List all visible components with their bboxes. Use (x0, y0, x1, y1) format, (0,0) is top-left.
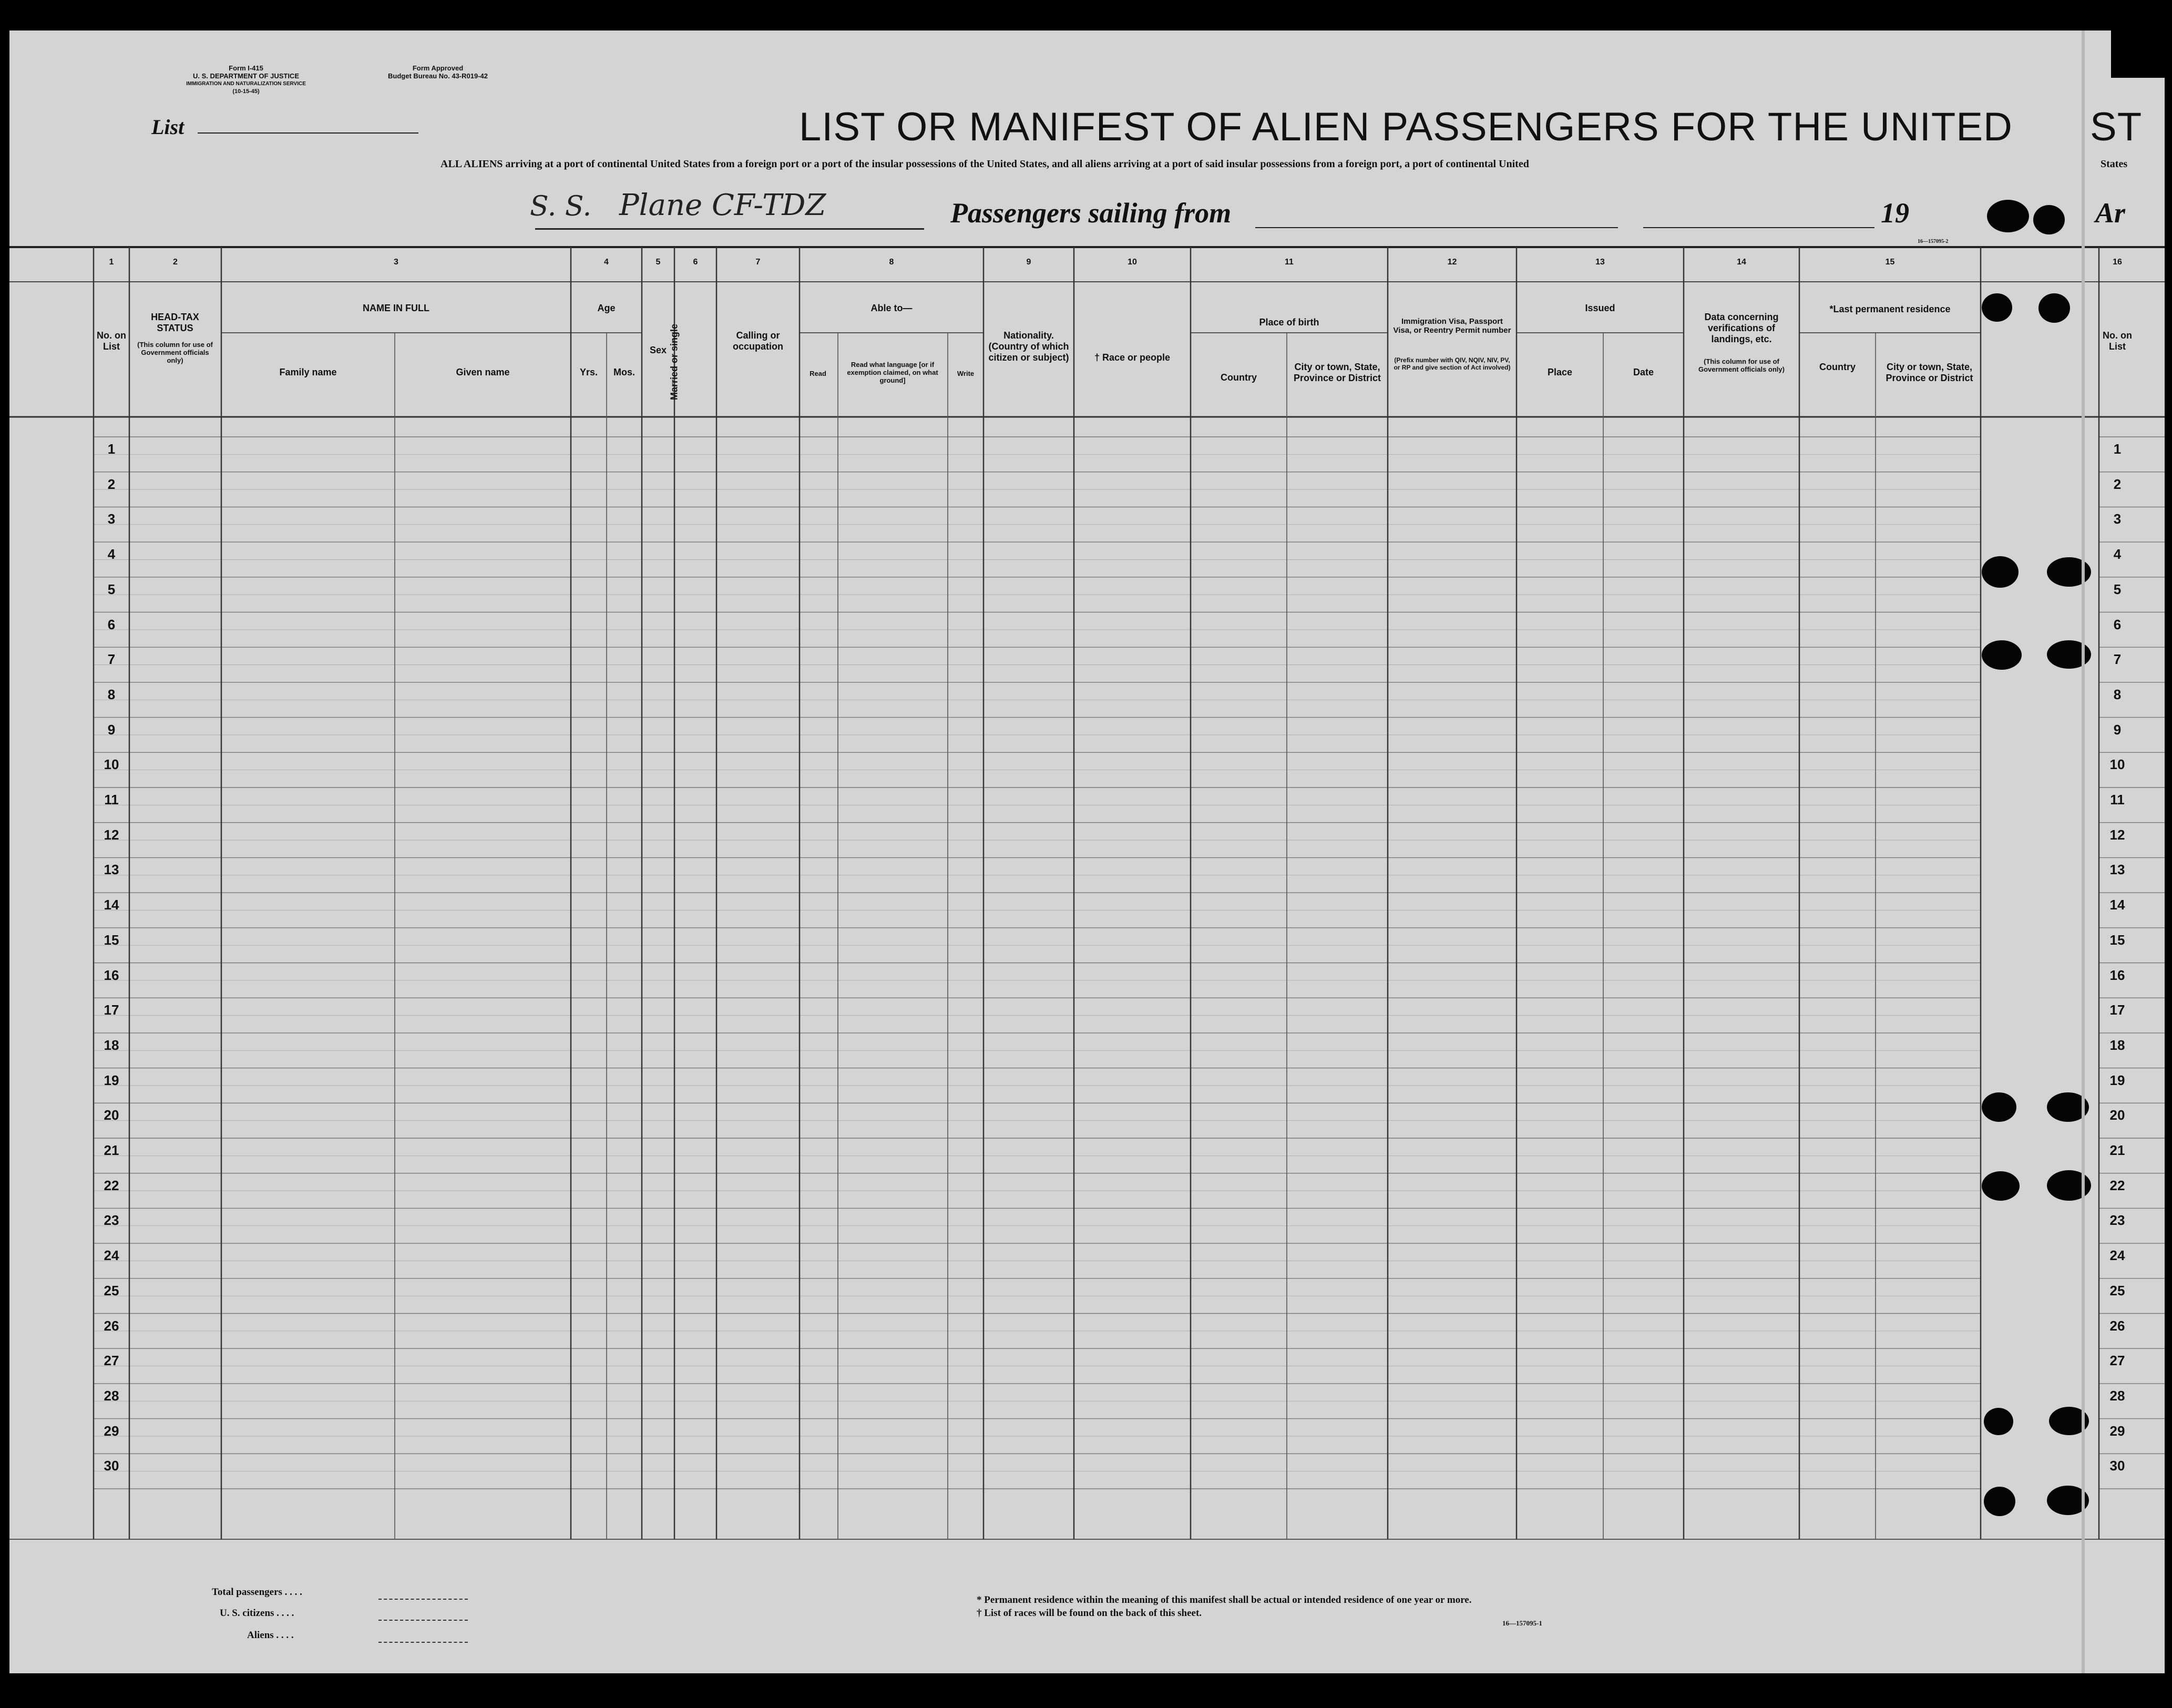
header-res-country: Country (1819, 362, 1856, 372)
colnum-8: 8 (889, 258, 894, 267)
header-no-on-list-right: No. on List (2103, 330, 2132, 352)
row-number: 16 (104, 967, 119, 983)
row-number-right: 26 (2109, 1317, 2125, 1334)
row-number: 18 (104, 1037, 119, 1053)
row-number: 1 (107, 441, 116, 457)
row-number-right: 17 (2109, 1002, 2125, 1018)
vessel-name-handwritten[interactable]: Plane CF-TDZ (619, 188, 826, 222)
row-number: 17 (104, 1002, 119, 1018)
header-issued: Issued (1585, 303, 1615, 313)
row-number-right: 4 (2113, 546, 2122, 562)
scan-corner (2111, 30, 2165, 78)
form-subtitle-overflow: States (2101, 158, 2128, 170)
ink-blot (1984, 1408, 2013, 1435)
ink-blot (2038, 293, 2070, 323)
header-write: Write (957, 370, 975, 377)
row-number: 24 (104, 1247, 119, 1264)
colnum-3: 3 (394, 258, 398, 267)
page-fold (2082, 30, 2085, 1673)
colnum-7: 7 (755, 258, 761, 267)
ink-blot (1982, 640, 2022, 670)
ink-blot (1982, 556, 2019, 588)
row-number: 3 (107, 511, 116, 527)
year-prefix: 19 (1881, 197, 1909, 229)
us-citizens-label: U. S. citizens . . . . (220, 1608, 294, 1619)
row-number: 30 (104, 1458, 119, 1474)
colnum-4: 4 (604, 258, 609, 267)
header-visa: Immigration Visa, Passport Visa, or Reentry Permit number (1393, 317, 1511, 335)
header-head-tax: HEAD-TAX STATUS (151, 312, 199, 333)
colnum-2: 2 (173, 258, 178, 267)
print-code-top: 16—157095-2 (1918, 239, 1949, 244)
row-number-right: 2 (2113, 476, 2122, 492)
arriving-partial: Ar (2095, 197, 2126, 229)
row-number-right: 8 (2113, 686, 2122, 702)
colnum-13: 13 (1595, 258, 1605, 267)
row-number: 14 (104, 897, 119, 913)
header-married: Married or single (669, 323, 680, 401)
row-number: 22 (104, 1177, 119, 1193)
form-subtitle: ALL ALIENS arriving at a port of continental United States from a foreign port or a port of the insular possessions of the United States, and all aliens arriving at a port of said insular possessions from a foreign port, a port of continental United (440, 158, 1529, 170)
ss-label: S. S. (530, 191, 592, 222)
ink-blot (1982, 1171, 2020, 1201)
colnum-12: 12 (1447, 258, 1457, 267)
colnum-15: 15 (1885, 258, 1895, 267)
colnum-6: 6 (693, 258, 698, 267)
row-number-right: 19 (2109, 1072, 2125, 1088)
header-nationality: Nationality. (Country of which citizen or subject) (988, 330, 1069, 363)
footnote-races: † List of races will be found on the back of this sheet. (977, 1608, 1202, 1619)
row-number-right: 28 (2109, 1387, 2125, 1404)
row-number-right: 11 (2110, 792, 2125, 807)
row-number-right: 30 (2109, 1458, 2125, 1474)
row-number: 4 (107, 546, 116, 562)
row-number: 21 (104, 1142, 119, 1158)
row-number: 9 (107, 721, 116, 738)
header-head-tax-note: (This column for use of Government officials only) (137, 341, 213, 364)
form-number: Form I-415 (229, 64, 263, 72)
header-res-city: City or town, State, Province or District (1886, 362, 1973, 383)
colnum-5: 5 (655, 258, 661, 267)
header-family-name: Family name (279, 367, 337, 377)
row-number: 10 (104, 756, 119, 773)
row-number: 20 (104, 1107, 119, 1123)
colnum-14: 14 (1737, 258, 1746, 267)
budget-number: Budget Bureau No. 43-R019-42 (388, 72, 488, 80)
department-name: U. S. DEPARTMENT OF JUSTICE (193, 72, 299, 80)
header-last-residence: *Last permanent residence (1829, 304, 1951, 314)
row-number-right: 6 (2113, 616, 2122, 632)
ink-blot (1982, 293, 2012, 322)
row-number: 11 (104, 792, 119, 807)
row-number-right: 10 (2109, 756, 2125, 773)
row-number: 7 (107, 651, 116, 668)
header-mos: Mos. (613, 367, 635, 377)
row-number: 5 (107, 581, 116, 597)
service-name: IMMIGRATION AND NATURALIZATION SERVICE (186, 81, 306, 87)
row-number: 15 (104, 932, 119, 948)
row-number-right: 14 (2109, 897, 2125, 913)
row-number: 2 (107, 476, 116, 492)
colnum-11: 11 (1285, 258, 1294, 267)
row-number: 23 (104, 1212, 119, 1229)
row-number-right: 27 (2109, 1353, 2125, 1369)
colnum-9: 9 (1026, 258, 1031, 267)
print-code: 16—157095-1 (1502, 1619, 1542, 1627)
form-title-overflow: ST (2090, 105, 2143, 149)
row-number-right: 7 (2113, 651, 2122, 668)
header-issued-date: Date (1633, 367, 1654, 377)
header-birth-city: City or town, State, Province or District (1293, 362, 1381, 383)
header-no-on-list: No. on List (97, 330, 126, 352)
row-number-right: 1 (2113, 441, 2122, 457)
row-number: 29 (104, 1423, 119, 1439)
row-number-right: 9 (2113, 721, 2122, 738)
header-birth-country: Country (1221, 372, 1257, 383)
us-citizens-field[interactable] (378, 1620, 468, 1621)
row-number-right: 23 (2109, 1212, 2125, 1229)
header-age: Age (597, 303, 616, 313)
sailing-from-label: Passengers sailing from (950, 197, 1232, 229)
ink-blot (1984, 1487, 2015, 1516)
header-sex: Sex (649, 345, 667, 355)
footnote-residence: * Permanent residence within the meaning of this manifest shall be actual or intended residence of one year or more. (977, 1594, 1472, 1605)
row-number: 13 (104, 862, 119, 878)
form-title: LIST OR MANIFEST OF ALIEN PASSENGERS FOR THE UNITED (799, 105, 2013, 149)
manifest-sheet (9, 30, 2165, 1673)
list-label: List (151, 115, 185, 139)
header-race: † Race or people (1094, 352, 1171, 363)
header-visa-note: (Prefix number with QIV, NQIV, NIV, PV, or RP and give section of Act involved) (1394, 356, 1511, 371)
form-date-code: (10-15-45) (232, 88, 260, 95)
ink-blot (1987, 200, 2029, 232)
header-verifications: Data concerning verifications of landings, etc. (1704, 312, 1779, 344)
header-name-in-full: NAME IN FULL (363, 303, 429, 313)
aliens-field[interactable] (378, 1642, 468, 1643)
row-number-right: 5 (2113, 581, 2122, 597)
row-number-right: 3 (2113, 511, 2122, 527)
row-number-right: 29 (2109, 1423, 2125, 1439)
row-number-right: 24 (2109, 1247, 2125, 1264)
row-number-right: 15 (2109, 932, 2125, 948)
row-number: 12 (104, 826, 119, 843)
header-able-to: Able to— (870, 303, 913, 313)
row-number-right: 20 (2109, 1107, 2125, 1123)
header-read: Read (810, 370, 826, 377)
ink-blot (2033, 205, 2065, 234)
header-place-of-birth: Place of birth (1259, 317, 1319, 328)
colnum-16: 16 (2113, 258, 2122, 267)
header-verifications-note: (This column for use of Government officials only) (1698, 357, 1785, 373)
header-given-name: Given name (456, 367, 510, 377)
row-number-right: 12 (2109, 826, 2125, 843)
header-read-language: Read what language [or if exemption claimed, on what ground] (847, 361, 938, 384)
form-approved: Form Approved (412, 64, 464, 72)
manifest-grid (9, 30, 2165, 1673)
header-yrs: Yrs. (579, 367, 598, 377)
row-number-right: 22 (2109, 1177, 2125, 1193)
row-number-right: 25 (2109, 1282, 2125, 1298)
row-number: 8 (107, 686, 116, 702)
total-passengers-field[interactable] (378, 1599, 468, 1600)
row-number-right: 21 (2109, 1142, 2125, 1158)
row-number: 6 (107, 616, 116, 632)
ink-blot (1982, 1092, 2016, 1122)
total-passengers-label: Total passengers . . . . (212, 1587, 302, 1598)
colnum-10: 10 (1128, 258, 1137, 267)
row-number: 27 (104, 1353, 119, 1369)
row-number: 26 (104, 1317, 119, 1334)
row-number: 25 (104, 1282, 119, 1298)
row-number-right: 13 (2109, 862, 2125, 878)
aliens-label: Aliens . . . . (247, 1630, 294, 1641)
row-number: 28 (104, 1387, 119, 1404)
row-number-right: 18 (2109, 1037, 2125, 1053)
header-issued-place: Place (1547, 367, 1573, 377)
header-calling: Calling or occupation (732, 330, 783, 352)
colnum-1: 1 (109, 258, 114, 267)
row-number: 19 (104, 1072, 119, 1088)
row-number-right: 16 (2109, 967, 2125, 983)
